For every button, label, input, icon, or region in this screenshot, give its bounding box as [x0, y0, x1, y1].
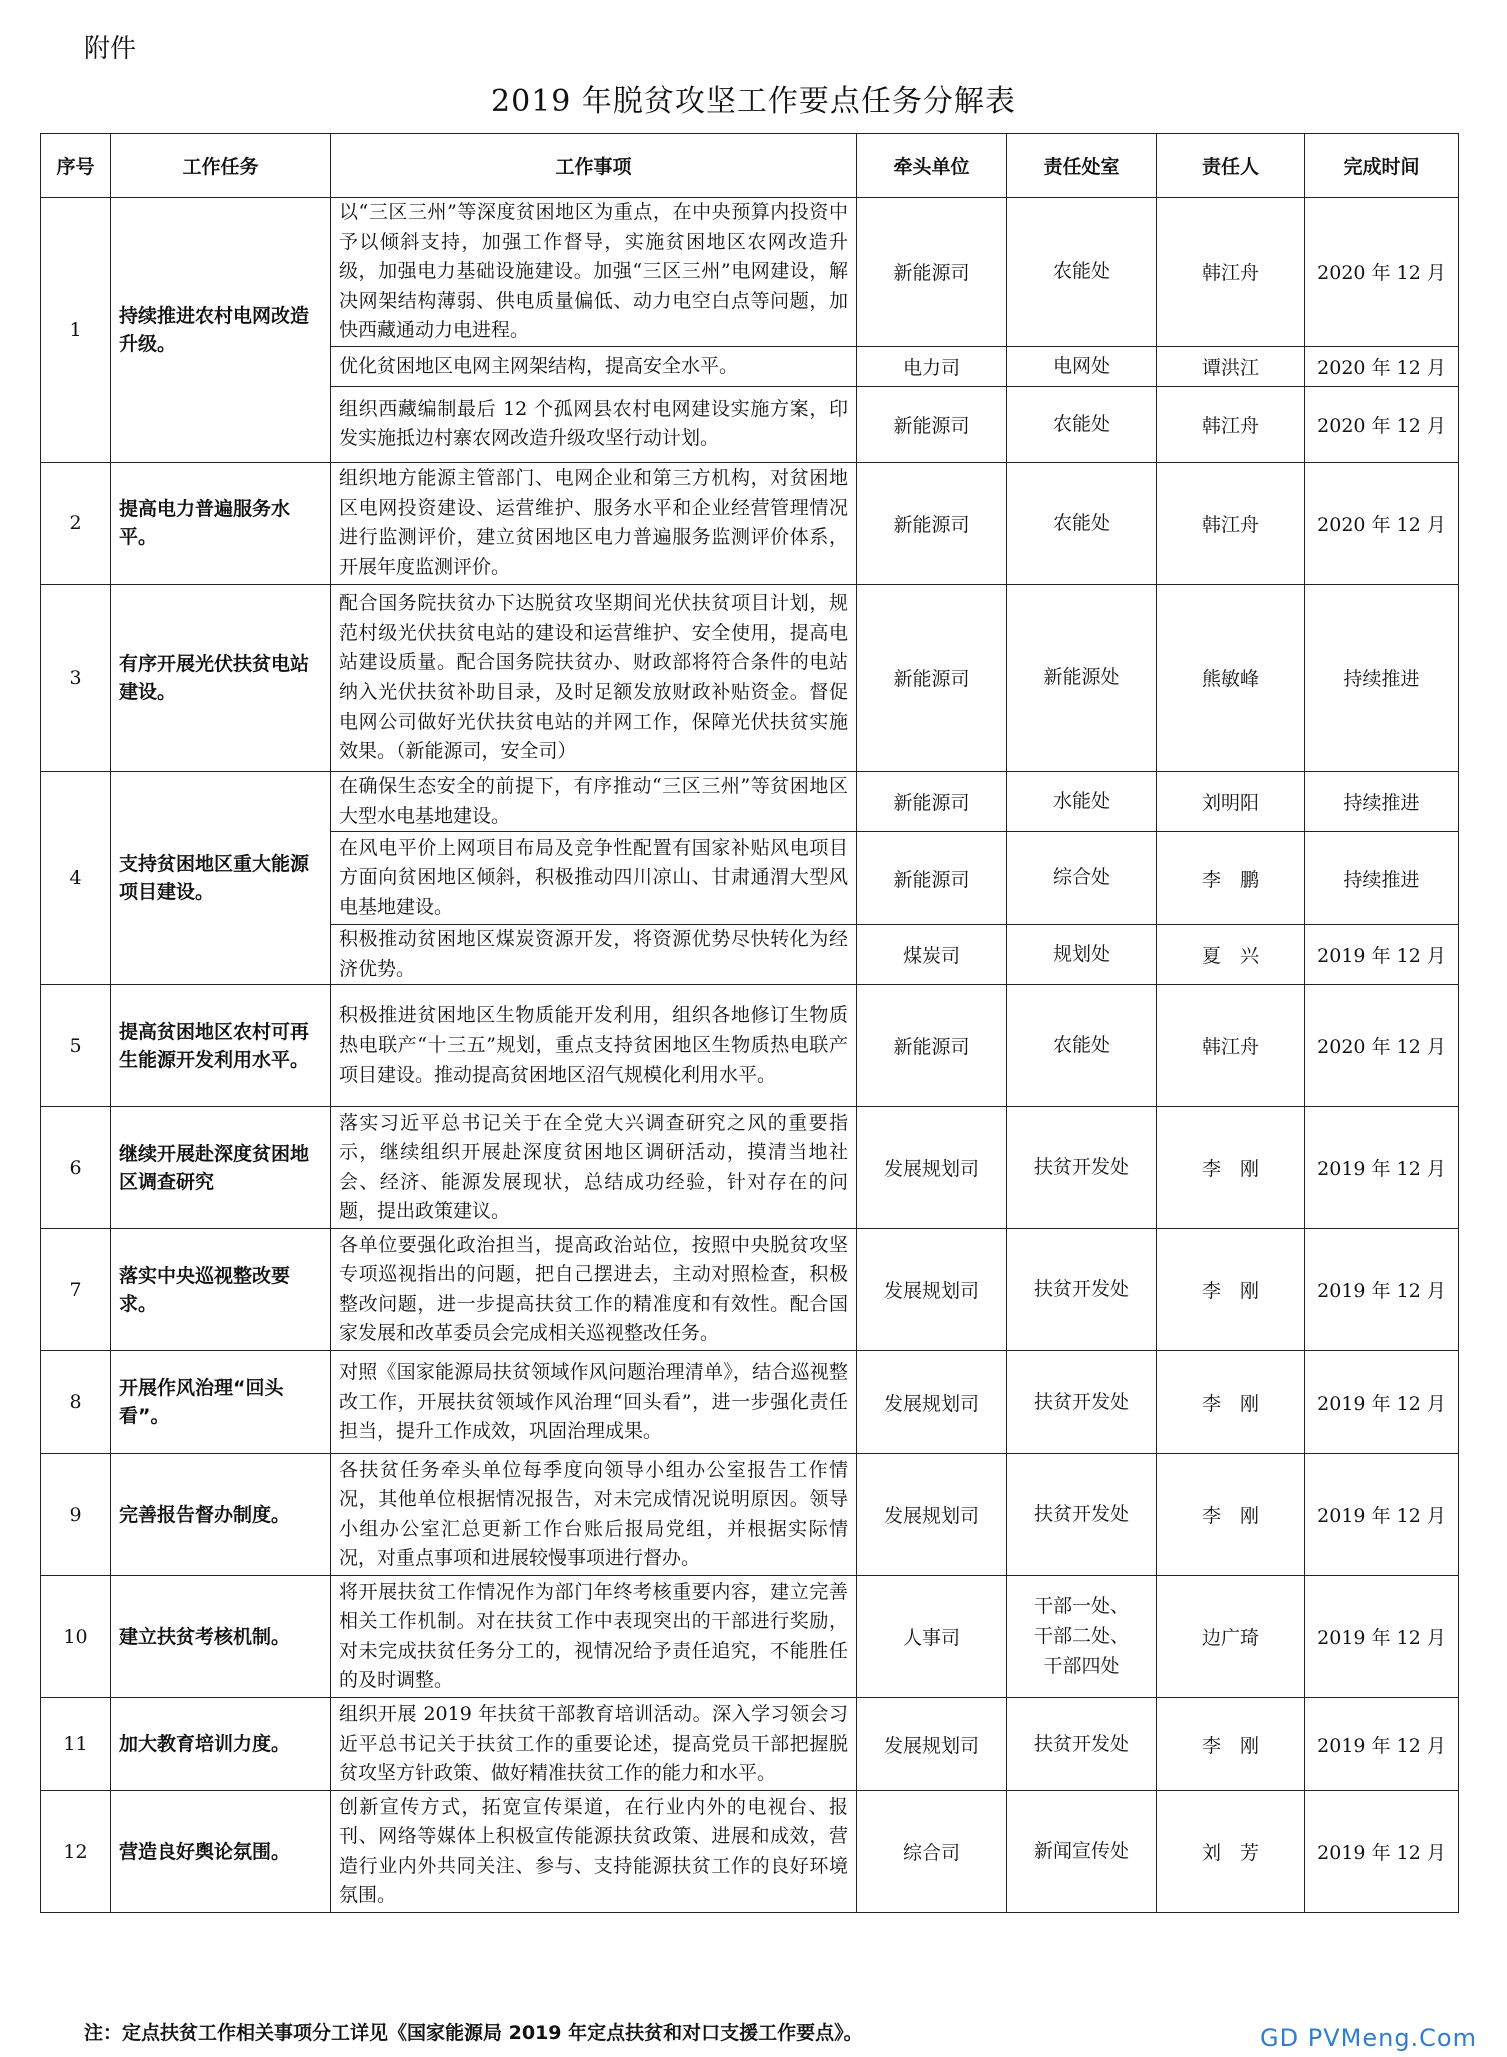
- responsible-office: 农能处: [1007, 386, 1157, 462]
- deadline: 2019 年 12 月: [1305, 1454, 1459, 1576]
- lead-unit: 新能源司: [857, 985, 1007, 1107]
- deadline: 2019 年 12 月: [1305, 1791, 1459, 1913]
- responsible-person: 谭洪江: [1157, 346, 1305, 386]
- responsible-person: 韩江舟: [1157, 198, 1305, 347]
- deadline: 持续推进: [1305, 771, 1459, 831]
- responsible-person: 李 刚: [1157, 1698, 1305, 1791]
- table-row: [41, 771, 1459, 831]
- deadline: 2020 年 12 月: [1305, 985, 1459, 1107]
- table-row: [41, 1791, 1459, 1913]
- work-task: 完善报告督办制度。: [111, 1454, 331, 1576]
- row-number: 2: [41, 462, 111, 584]
- work-item: 将开展扶贫工作情况作为部门年终考核重要内容，建立完善相关工作机制。对在扶贫工作中表现突出的干部进行奖励，对未完成扶贫任务分工的，视情况给予责任追究，不能胜任的及时调整。: [331, 1576, 857, 1698]
- lead-unit: 发展规划司: [857, 1229, 1007, 1351]
- header-task: 工作任务: [111, 134, 331, 198]
- lead-unit: 新能源司: [857, 386, 1007, 462]
- deadline: 2020 年 12 月: [1305, 386, 1459, 462]
- table-row: [41, 1576, 1459, 1698]
- deadline: 2020 年 12 月: [1305, 462, 1459, 584]
- deadline: 2019 年 12 月: [1305, 1229, 1459, 1351]
- responsible-office: 农能处: [1007, 985, 1157, 1107]
- responsible-person: 熊敏峰: [1157, 584, 1305, 771]
- work-item: 各扶贫任务牵头单位每季度向领导小组办公室报告工作情况，其他单位根据情况报告，对未完成情况说明原因。领导小组办公室汇总更新工作台账后报局党组，并根据实际情况，对重点事项和进展较慢事项进行督办。: [331, 1454, 857, 1576]
- header-deadline: 完成时间: [1305, 134, 1459, 198]
- lead-unit: 新能源司: [857, 771, 1007, 831]
- lead-unit: 新能源司: [857, 198, 1007, 347]
- header-office: 责任处室: [1007, 134, 1157, 198]
- table-body: [41, 198, 1459, 1913]
- responsible-person: 夏 兴: [1157, 925, 1305, 985]
- header-no: 序号: [41, 134, 111, 198]
- work-item: 配合国务院扶贫办下达脱贫攻坚期间光伏扶贫项目计划，规范村级光伏扶贫电站的建设和运营维护、安全使用，提高电站建设质量。配合国务院扶贫办、财政部将符合条件的电站纳入光伏扶贫补助目录，及时足额发放财政补贴资金。督促电网公司做好光伏扶贫电站的并网工作，保障光伏扶贫实施效果。（新能源司，安全司）: [331, 584, 857, 771]
- deadline: 2019 年 12 月: [1305, 925, 1459, 985]
- responsible-person: 李 刚: [1157, 1229, 1305, 1351]
- work-item: 各单位要强化政治担当，提高政治站位，按照中央脱贫攻坚专项巡视指出的问题，把自己摆进去，主动对照检查，积极整改问题，进一步提高扶贫工作的精准度和有效性。配合国家发展和改革委员会完成相关巡视整改任务。: [331, 1229, 857, 1351]
- responsible-person: 李 刚: [1157, 1454, 1305, 1576]
- row-number: 5: [41, 985, 111, 1107]
- work-task: 营造良好舆论氛围。: [111, 1791, 331, 1913]
- header-item: 工作事项: [331, 134, 857, 198]
- work-item: 对照《国家能源局扶贫领域作风问题治理清单》，结合巡视整改工作，开展扶贫领域作风治理“回头看”，进一步强化责任担当，提升工作成效，巩固治理成果。: [331, 1351, 857, 1454]
- row-number: 1: [41, 198, 111, 463]
- deadline: 2019 年 12 月: [1305, 1351, 1459, 1454]
- row-number: 11: [41, 1698, 111, 1791]
- deadline: 持续推进: [1305, 832, 1459, 925]
- work-task: 持续推进农村电网改造升级。: [111, 198, 331, 463]
- responsible-office: 电网处: [1007, 346, 1157, 386]
- lead-unit: 发展规划司: [857, 1698, 1007, 1791]
- work-item: 优化贫困地区电网主网架结构，提高安全水平。: [331, 346, 857, 386]
- lead-unit: 电力司: [857, 346, 1007, 386]
- lead-unit: 发展规划司: [857, 1107, 1007, 1229]
- deadline: 2020 年 12 月: [1305, 346, 1459, 386]
- row-number: 8: [41, 1351, 111, 1454]
- lead-unit: 发展规划司: [857, 1454, 1007, 1576]
- work-item: 组织开展 2019 年扶贫干部教育培训活动。深入学习领会习近平总书记关于扶贫工作的重要论述，提高党员干部把握脱贫攻坚方针政策、做好精准扶贫工作的能力和水平。: [331, 1698, 857, 1791]
- responsible-office: 农能处: [1007, 462, 1157, 584]
- document-title: 2019 年脱贫攻坚工作要点任务分解表: [491, 84, 1016, 119]
- table-row: [41, 1698, 1459, 1791]
- responsible-person: 边广琦: [1157, 1576, 1305, 1698]
- responsible-office: 水能处: [1007, 771, 1157, 831]
- work-item: 积极推动贫困地区煤炭资源开发，将资源优势尽快转化为经济优势。: [331, 925, 857, 985]
- footnote: 注：定点扶贫工作相关事项分工详见《国家能源局 2019 年定点扶贫和对口支援工作要点》。: [84, 2022, 863, 2044]
- responsible-office: 扶贫开发处: [1007, 1351, 1157, 1454]
- responsible-office: 新能源处: [1007, 584, 1157, 771]
- work-task: 继续开展赴深度贫困地区调查研究: [111, 1107, 331, 1229]
- lead-unit: 发展规划司: [857, 1351, 1007, 1454]
- responsible-office: 农能处: [1007, 198, 1157, 347]
- deadline: 2019 年 12 月: [1305, 1698, 1459, 1791]
- responsible-office: 扶贫开发处: [1007, 1107, 1157, 1229]
- responsible-office: 新闻宣传处: [1007, 1791, 1157, 1913]
- work-item: 创新宣传方式，拓宽宣传渠道，在行业内外的电视台、报刊、网络等媒体上积极宣传能源扶贫政策、进展和成效，营造行业内外共同关注、参与、支持能源扶贫工作的良好环境氛围。: [331, 1791, 857, 1913]
- responsible-office: 干部一处、 干部二处、 干部四处: [1007, 1576, 1157, 1698]
- work-item: 落实习近平总书记关于在全党大兴调查研究之风的重要指示，继续组织开展赴深度贫困地区调研活动，摸清当地社会、经济、能源发展现状，总结成功经验，针对存在的问题，提出政策建议。: [331, 1107, 857, 1229]
- table-row: [41, 1454, 1459, 1576]
- work-item: 在确保生态安全的前提下，有序推动“三区三州”等贫困地区大型水电基地建设。: [331, 771, 857, 831]
- work-task: 提高贫困地区农村可再生能源开发利用水平。: [111, 985, 331, 1107]
- responsible-person: 韩江舟: [1157, 985, 1305, 1107]
- deadline: 2020 年 12 月: [1305, 198, 1459, 347]
- table-header-row: [41, 134, 1459, 198]
- work-task: 加大教育培训力度。: [111, 1698, 331, 1791]
- table-row: [41, 1351, 1459, 1454]
- responsible-office: 扶贫开发处: [1007, 1454, 1157, 1576]
- responsible-office: 扶贫开发处: [1007, 1698, 1157, 1791]
- lead-unit: 煤炭司: [857, 925, 1007, 985]
- responsible-office: 规划处: [1007, 925, 1157, 985]
- lead-unit: 新能源司: [857, 462, 1007, 584]
- row-number: 9: [41, 1454, 111, 1576]
- row-number: 6: [41, 1107, 111, 1229]
- table-row: [41, 1107, 1459, 1229]
- work-item: 在风电平价上网项目布局及竞争性配置有国家补贴风电项目方面向贫困地区倾斜，积极推动四川凉山、甘肃通渭大型风电基地建设。: [331, 832, 857, 925]
- responsible-office: 扶贫开发处: [1007, 1229, 1157, 1351]
- lead-unit: 人事司: [857, 1576, 1007, 1698]
- row-number: 12: [41, 1791, 111, 1913]
- table-row: [41, 198, 1459, 347]
- responsible-person: 刘明阳: [1157, 771, 1305, 831]
- work-task: 建立扶贫考核机制。: [111, 1576, 331, 1698]
- responsible-person: 刘 芳: [1157, 1791, 1305, 1913]
- work-item: 以“三区三州”等深度贫困地区为重点，在中央预算内投资中予以倾斜支持，加强工作督导，实施贫困地区农网改造升级，加强电力基础设施建设。加强“三区三州”电网建设，解决网架结构薄弱、供电质量偏低、动力电空白点等问题，加快西藏通动力电进程。: [331, 198, 857, 347]
- deadline: 2019 年 12 月: [1305, 1107, 1459, 1229]
- row-number: 10: [41, 1576, 111, 1698]
- table-row: [41, 985, 1459, 1107]
- responsible-person: 韩江舟: [1157, 462, 1305, 584]
- responsible-office: 综合处: [1007, 832, 1157, 925]
- row-number: 3: [41, 584, 111, 771]
- deadline: 2019 年 12 月: [1305, 1576, 1459, 1698]
- row-number: 7: [41, 1229, 111, 1351]
- lead-unit: 新能源司: [857, 584, 1007, 771]
- work-task: 有序开展光伏扶贫电站建设。: [111, 584, 331, 771]
- responsible-person: 李 刚: [1157, 1351, 1305, 1454]
- task-table: [40, 133, 1459, 1913]
- watermark: GD PVMeng.Com: [1260, 2024, 1477, 2052]
- work-task: 提高电力普遍服务水平。: [111, 462, 331, 584]
- responsible-person: 韩江舟: [1157, 386, 1305, 462]
- table-row: [41, 1229, 1459, 1351]
- lead-unit: 综合司: [857, 1791, 1007, 1913]
- work-task: 开展作风治理“回头看”。: [111, 1351, 331, 1454]
- responsible-person: 李 刚: [1157, 1107, 1305, 1229]
- header-lead-unit: 牵头单位: [857, 134, 1007, 198]
- responsible-person: 李 鹏: [1157, 832, 1305, 925]
- deadline: 持续推进: [1305, 584, 1459, 771]
- lead-unit: 新能源司: [857, 832, 1007, 925]
- work-item: 组织西藏编制最后 12 个孤网县农村电网建设实施方案，印发实施抵边村寨农网改造升级攻坚行动计划。: [331, 386, 857, 462]
- work-task: 落实中央巡视整改要求。: [111, 1229, 331, 1351]
- work-item: 组织地方能源主管部门、电网企业和第三方机构，对贫困地区电网投资建设、运营维护、服务水平和企业经营管理情况进行监测评价，建立贫困地区电力普遍服务监测评价体系，开展年度监测评价。: [331, 462, 857, 584]
- header-person: 责任人: [1157, 134, 1305, 198]
- attachment-label: 附件: [84, 34, 137, 64]
- work-item: 积极推进贫困地区生物质能开发利用，组织各地修订生物质热电联产“十三五”规划，重点支持贫困地区生物质热电联产项目建设。推动提高贫困地区沼气规模化利用水平。: [331, 985, 857, 1107]
- table-row: [41, 584, 1459, 771]
- table-row: [41, 462, 1459, 584]
- row-number: 4: [41, 771, 111, 984]
- work-task: 支持贫困地区重大能源项目建设。: [111, 771, 331, 984]
